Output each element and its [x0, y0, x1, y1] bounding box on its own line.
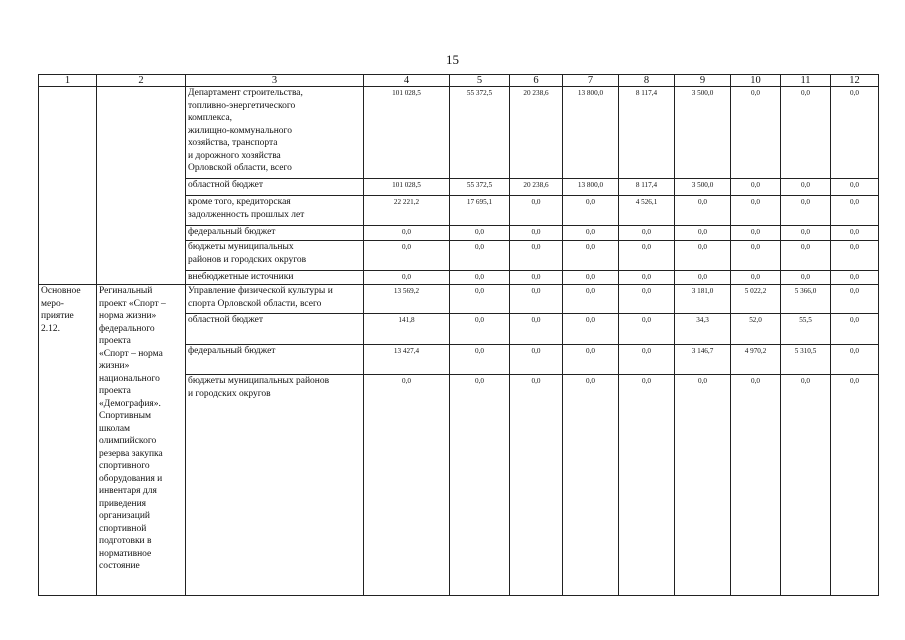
value-cell: 0,0 [781, 375, 831, 596]
value-cell: 0,0 [781, 271, 831, 285]
budget-table [38, 74, 879, 596]
value-cell: 0,0 [675, 226, 731, 241]
value-cell: 3 146,7 [675, 345, 731, 375]
value-cell: 0,0 [510, 271, 563, 285]
value-cell: 3 181,0 [675, 285, 731, 314]
column-number-3: 3 [186, 75, 364, 87]
value-cell: 0,0 [450, 226, 510, 241]
row-label: Департамент строительства, топливно-энергетического комплекса, жилищно-коммунального хозяйства, транспорта и дорожного хозяйства Орловской области, всего [186, 87, 364, 179]
value-cell: 0,0 [731, 241, 781, 271]
value-cell: 3 500,0 [675, 179, 731, 196]
value-cell: 0,0 [831, 179, 879, 196]
value-cell: 0,0 [450, 241, 510, 271]
value-cell: 0,0 [563, 196, 619, 226]
row-label: кроме того, кредиторская задолженность прошлых лет [186, 196, 364, 226]
value-cell: 0,0 [619, 314, 675, 345]
value-cell: 0,0 [563, 241, 619, 271]
column-number-1: 1 [39, 75, 97, 87]
table-body [39, 75, 879, 596]
value-cell: 101 028,5 [364, 87, 450, 179]
value-cell: 0,0 [364, 226, 450, 241]
value-cell: 0,0 [364, 241, 450, 271]
value-cell: 0,0 [510, 285, 563, 314]
value-cell: 20 238,6 [510, 179, 563, 196]
row-label: внебюджетные источники [186, 271, 364, 285]
value-cell: 55 372,5 [450, 179, 510, 196]
column-number-8: 8 [619, 75, 675, 87]
value-cell: 0,0 [563, 375, 619, 596]
value-cell: 0,0 [510, 345, 563, 375]
value-cell: 0,0 [781, 179, 831, 196]
value-cell: 0,0 [731, 226, 781, 241]
value-cell: 4 970,2 [731, 345, 781, 375]
header-row [39, 75, 879, 87]
value-cell: 0,0 [831, 87, 879, 179]
value-cell: 3 500,0 [675, 87, 731, 179]
value-cell: 0,0 [831, 375, 879, 596]
value-cell: 0,0 [510, 226, 563, 241]
column-number-7: 7 [563, 75, 619, 87]
empty-cell-col2 [97, 87, 186, 285]
value-cell: 20 238,6 [510, 87, 563, 179]
value-cell: 0,0 [675, 375, 731, 596]
value-cell: 0,0 [831, 345, 879, 375]
table-row [39, 87, 879, 179]
value-cell: 0,0 [731, 179, 781, 196]
value-cell: 0,0 [731, 87, 781, 179]
value-cell: 0,0 [731, 271, 781, 285]
value-cell: 5 022,2 [731, 285, 781, 314]
value-cell: 0,0 [831, 271, 879, 285]
value-cell: 0,0 [619, 345, 675, 375]
column-number-11: 11 [781, 75, 831, 87]
value-cell: 0,0 [364, 375, 450, 596]
value-cell: 0,0 [831, 285, 879, 314]
value-cell: 5 366,0 [781, 285, 831, 314]
value-cell: 55 372,5 [450, 87, 510, 179]
value-cell: 0,0 [831, 226, 879, 241]
column-number-10: 10 [731, 75, 781, 87]
empty-cell-col1 [39, 87, 97, 285]
value-cell: 5 310,5 [781, 345, 831, 375]
value-cell: 0,0 [563, 345, 619, 375]
value-cell: 0,0 [731, 196, 781, 226]
value-cell: 0,0 [450, 271, 510, 285]
value-cell: 0,0 [781, 87, 831, 179]
page-number: 15 [446, 52, 459, 67]
value-cell: 13 569,2 [364, 285, 450, 314]
row-label: областной бюджет [186, 314, 364, 345]
value-cell: 13 800,0 [563, 87, 619, 179]
value-cell: 34,3 [675, 314, 731, 345]
row-label: бюджеты муниципальных районов и городских округов [186, 375, 364, 596]
measure-number: Основное меро- приятие 2.12. [39, 285, 97, 596]
row-label: областной бюджет [186, 179, 364, 196]
value-cell: 0,0 [675, 241, 731, 271]
value-cell: 0,0 [450, 314, 510, 345]
value-cell: 0,0 [781, 226, 831, 241]
value-cell: 0,0 [364, 271, 450, 285]
value-cell: 13 800,0 [563, 179, 619, 196]
measure-description: Регинальный проект «Спорт – норма жизни» федерального проекта «Спорт – норма жизни» национального проекта «Демография». Спортивным школам олимпийского резерва закупка спортивного оборудования и инвентаря для приведения организаций спортивной подготовки в нормативное состояние [97, 285, 186, 596]
value-cell: 0,0 [619, 375, 675, 596]
value-cell: 0,0 [510, 375, 563, 596]
value-cell: 101 028,5 [364, 179, 450, 196]
value-cell: 0,0 [831, 314, 879, 345]
value-cell: 0,0 [563, 226, 619, 241]
value-cell: 17 695,1 [450, 196, 510, 226]
column-number-5: 5 [450, 75, 510, 87]
row-label: федеральный бюджет [186, 345, 364, 375]
value-cell: 4 526,1 [619, 196, 675, 226]
value-cell: 22 221,2 [364, 196, 450, 226]
value-cell: 8 117,4 [619, 179, 675, 196]
table-row [39, 285, 879, 314]
value-cell: 0,0 [510, 196, 563, 226]
column-number-9: 9 [675, 75, 731, 87]
row-label: федеральный бюджет [186, 226, 364, 241]
value-cell: 0,0 [781, 196, 831, 226]
value-cell: 0,0 [450, 345, 510, 375]
value-cell: 0,0 [831, 196, 879, 226]
value-cell: 0,0 [563, 314, 619, 345]
row-label: бюджеты муниципальных районов и городских округов [186, 241, 364, 271]
value-cell: 0,0 [450, 285, 510, 314]
value-cell: 0,0 [450, 375, 510, 596]
value-cell: 55,5 [781, 314, 831, 345]
value-cell: 0,0 [563, 285, 619, 314]
value-cell: 0,0 [563, 271, 619, 285]
value-cell: 0,0 [781, 241, 831, 271]
value-cell: 13 427,4 [364, 345, 450, 375]
value-cell: 0,0 [510, 241, 563, 271]
column-number-2: 2 [97, 75, 186, 87]
row-label: Управление физической культуры и спорта Орловской области, всего [186, 285, 364, 314]
value-cell: 0,0 [619, 226, 675, 241]
value-cell: 0,0 [510, 314, 563, 345]
column-number-12: 12 [831, 75, 879, 87]
value-cell: 0,0 [619, 285, 675, 314]
column-number-4: 4 [364, 75, 450, 87]
value-cell: 141,8 [364, 314, 450, 345]
value-cell: 0,0 [675, 271, 731, 285]
value-cell: 52,0 [731, 314, 781, 345]
value-cell: 0,0 [831, 241, 879, 271]
value-cell: 0,0 [675, 196, 731, 226]
value-cell: 8 117,4 [619, 87, 675, 179]
value-cell: 0,0 [619, 271, 675, 285]
value-cell: 0,0 [619, 241, 675, 271]
column-number-6: 6 [510, 75, 563, 87]
value-cell: 0,0 [731, 375, 781, 596]
